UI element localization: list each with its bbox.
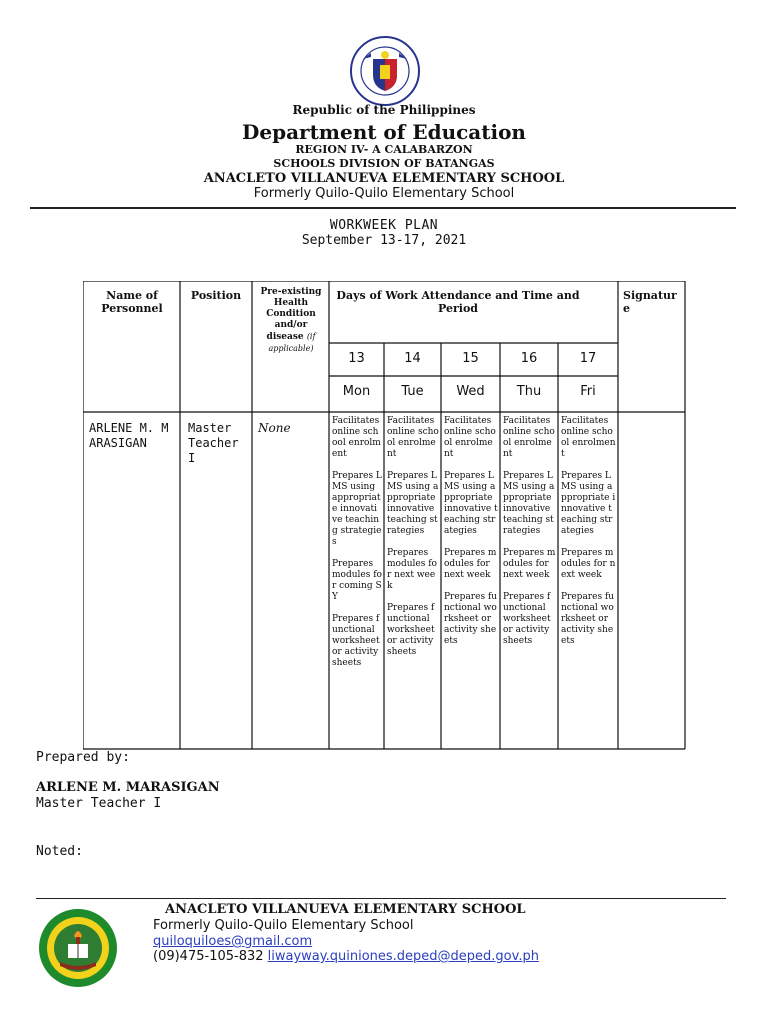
header-health-note: (if applicable) xyxy=(268,332,316,353)
day-task-list xyxy=(332,416,382,680)
school-logo-icon xyxy=(38,908,118,988)
task-item: Prepares functional worksheet or activity sheets xyxy=(332,614,380,668)
prepared-by-label: Prepared by: xyxy=(36,750,130,765)
workweek-table xyxy=(83,281,686,750)
day-task-list xyxy=(561,416,616,658)
task-item: Prepares functional worksheet or activity sheets xyxy=(444,592,498,646)
preparer-position: Master Teacher I xyxy=(36,796,162,811)
header-signature: Signature xyxy=(623,289,677,315)
day-name: Wed xyxy=(456,384,485,399)
task-item: Prepares functional worksheet or activity sheets xyxy=(387,603,435,657)
header-name-of-personnel: Name of Personnel xyxy=(101,289,163,315)
republic-heading: Republic of the Philippines xyxy=(292,103,476,117)
task-item: Facilitates online school enrolment xyxy=(561,416,616,459)
day-task-list xyxy=(503,416,556,658)
header-health-condition xyxy=(257,287,325,355)
footer-phone: (09)475-105-832 xyxy=(153,949,264,964)
former-name-heading: Formerly Quilo-Quilo Elementary School xyxy=(253,186,515,201)
day-name: Tue xyxy=(401,384,424,399)
task-item: Prepares modules for next week xyxy=(387,548,437,591)
row-position: Master Teacher I xyxy=(188,421,239,465)
header-days-of-work: Days of Work Attendance and Time and Period xyxy=(336,289,580,315)
day-task-list xyxy=(444,416,498,658)
header-position: Position xyxy=(190,289,242,302)
day-name: Fri xyxy=(580,384,596,399)
footer-former-name: Formerly Quilo-Quilo Elementary School xyxy=(153,918,414,933)
day-name: Thu xyxy=(516,384,542,399)
task-item: Prepares LMS using appropriate innovative teaching strategies xyxy=(503,471,555,536)
task-item: Prepares LMS using appropriate innovative teaching strategies xyxy=(444,471,498,536)
task-item: Prepares modules for next week xyxy=(503,548,556,580)
day-name: Mon xyxy=(342,384,371,399)
footer-deped-email-link[interactable]: liwayway.quiniones.deped@deped.gov.ph xyxy=(267,949,539,964)
task-item: Prepares LMS using appropriate innovative teaching strategies xyxy=(561,471,616,536)
header-divider xyxy=(30,207,736,209)
footer-school-email-link[interactable]: quiloquiloes@gmail.com xyxy=(153,934,313,949)
header-health-condition-label: Pre-existing Health Condition and/or disease xyxy=(260,287,322,342)
noted-label: Noted: xyxy=(36,844,83,859)
task-item: Facilitates online school enrolment xyxy=(444,416,496,459)
footer-divider xyxy=(36,898,726,899)
task-item: Facilitates online school enrolment xyxy=(387,416,439,459)
deped-seal-icon xyxy=(349,35,421,107)
preparer-name: ARLENE M. MARASIGAN xyxy=(36,780,220,795)
plan-title: WORKWEEK PLAN xyxy=(329,218,439,233)
row-health-condition: None xyxy=(258,421,291,435)
task-item: Prepares modules for coming SY xyxy=(332,559,382,602)
task-item: Prepares modules for next week xyxy=(561,548,616,580)
task-item: Prepares functional worksheet or activity sheets xyxy=(503,592,551,646)
task-item: Prepares functional worksheet or activity sheets xyxy=(561,592,615,646)
plan-dates: September 13-17, 2021 xyxy=(301,233,467,248)
division-heading: SCHOOLS DIVISION OF BATANGAS xyxy=(273,157,495,170)
task-item: Prepares LMS using appropriate innovative teaching strategies xyxy=(332,471,382,547)
day-number: 14 xyxy=(404,351,421,366)
region-heading: REGION IV- A CALABARZON xyxy=(295,143,473,156)
row-personnel-name: ARLENE M. MARASIGAN xyxy=(89,421,169,450)
day-task-list xyxy=(387,416,439,669)
school-heading: ANACLETO VILLANUEVA ELEMENTARY SCHOOL xyxy=(203,171,565,186)
day-number: 13 xyxy=(348,351,365,366)
day-number: 17 xyxy=(579,351,597,366)
department-heading: Department of Education xyxy=(242,120,526,144)
day-number: 15 xyxy=(462,351,479,366)
footer-contact xyxy=(153,949,539,964)
task-item: Facilitates online school enrolment xyxy=(503,416,555,459)
task-item: Prepares LMS using appropriate innovative teaching strategies xyxy=(387,471,439,536)
task-item: Facilitates online school enrolment xyxy=(332,416,381,459)
task-item: Prepares modules for next week xyxy=(444,548,497,580)
day-number: 16 xyxy=(520,351,538,366)
footer-school-name: ANACLETO VILLANUEVA ELEMENTARY SCHOOL xyxy=(165,902,526,917)
